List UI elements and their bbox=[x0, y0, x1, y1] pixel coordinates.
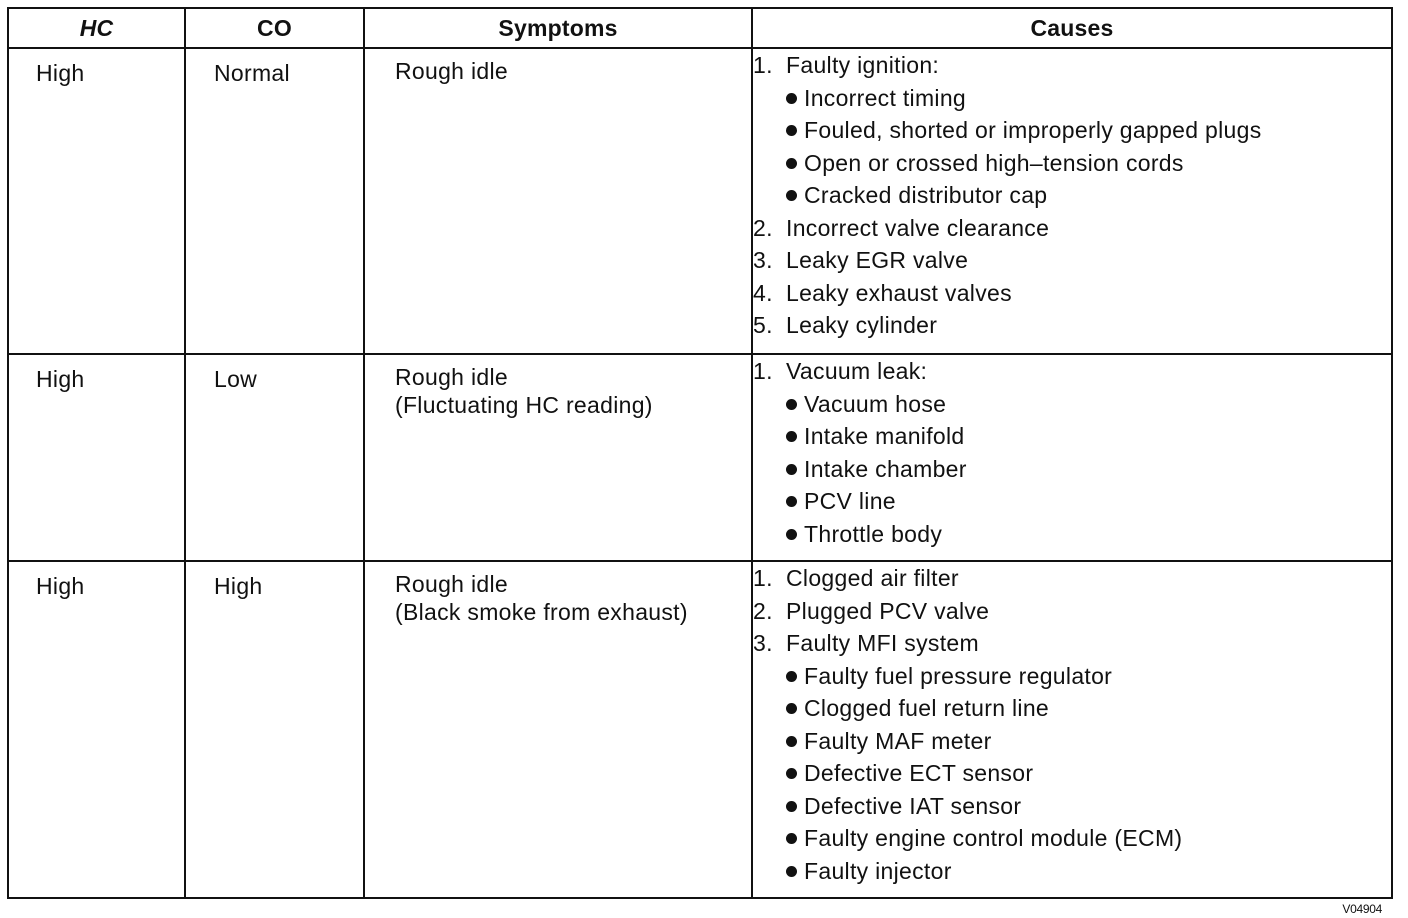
diagnosis-table bbox=[7, 7, 1393, 899]
cause-subitem bbox=[786, 790, 1391, 823]
symptom-line: Rough idle bbox=[395, 571, 508, 597]
cause-subitem bbox=[786, 420, 1391, 453]
cause-subitem bbox=[786, 518, 1391, 551]
bullet-icon bbox=[786, 768, 797, 779]
header-hc: HC bbox=[8, 8, 185, 48]
hc-cell bbox=[8, 48, 185, 354]
bullet-icon bbox=[786, 736, 797, 747]
causes-cell bbox=[752, 48, 1392, 354]
cause-number: 4. bbox=[753, 279, 773, 306]
causes-cell bbox=[752, 561, 1392, 898]
cause-subitem bbox=[786, 114, 1391, 147]
cause-subitem bbox=[786, 485, 1391, 518]
co-value: High bbox=[214, 573, 263, 599]
cause-item bbox=[753, 277, 1391, 310]
bullet-icon bbox=[786, 125, 797, 136]
bullet-icon bbox=[786, 431, 797, 442]
hc-cell bbox=[8, 561, 185, 898]
header-symptoms: Symptoms bbox=[364, 8, 752, 48]
cause-subitem-text: Faulty MAF meter bbox=[804, 727, 992, 754]
cause-number: 2. bbox=[753, 597, 773, 624]
cause-subitem-text: Incorrect timing bbox=[804, 84, 967, 111]
cause-item bbox=[753, 49, 1391, 212]
causes-cell bbox=[752, 354, 1392, 561]
co-value: Normal bbox=[214, 60, 290, 86]
cause-item bbox=[753, 355, 1391, 550]
table-row bbox=[8, 561, 1392, 898]
cause-subitem-text: Faulty engine control module (ECM) bbox=[804, 825, 1183, 851]
cause-number: 1. bbox=[753, 52, 773, 78]
cause-number: 2. bbox=[753, 214, 773, 241]
hc-value: High bbox=[36, 573, 85, 599]
cause-subitem bbox=[786, 179, 1391, 212]
table-row bbox=[8, 354, 1392, 561]
cause-subitem bbox=[786, 822, 1391, 855]
cause-subitem-text: Defective ECT sensor bbox=[804, 760, 1034, 786]
cause-item bbox=[753, 562, 1391, 595]
co-cell bbox=[185, 561, 364, 898]
bullet-icon bbox=[786, 158, 797, 169]
cause-item bbox=[753, 309, 1391, 342]
symptom-line: Rough idle bbox=[395, 58, 508, 84]
cause-number: 3. bbox=[753, 630, 773, 656]
bullet-icon bbox=[786, 529, 797, 540]
header-row bbox=[8, 8, 1392, 48]
cause-item bbox=[753, 595, 1391, 628]
cause-text: Faulty ignition: bbox=[786, 52, 940, 78]
cause-subitem-text: PCV line bbox=[804, 488, 896, 514]
hc-value: High bbox=[36, 366, 85, 392]
table-row bbox=[8, 48, 1392, 354]
bullet-icon bbox=[786, 399, 797, 410]
cause-subitem-text: Faulty fuel pressure regulator bbox=[804, 662, 1113, 689]
cause-text: Incorrect valve clearance bbox=[786, 214, 1050, 241]
cause-text: Leaky exhaust valves bbox=[786, 279, 1012, 306]
cause-subitem bbox=[786, 388, 1391, 421]
hc-cell bbox=[8, 354, 185, 561]
cause-subitem-text: Open or crossed high–tension cords bbox=[804, 149, 1184, 176]
co-value: Low bbox=[214, 366, 258, 392]
bullet-icon bbox=[786, 93, 797, 104]
bullet-icon bbox=[786, 496, 797, 507]
bullet-icon bbox=[786, 671, 797, 682]
symptom-line: (Black smoke from exhaust) bbox=[395, 599, 688, 625]
symptoms-cell bbox=[364, 354, 752, 561]
cause-subitem-text: Clogged fuel return line bbox=[804, 695, 1050, 721]
cause-text: Leaky cylinder bbox=[786, 312, 938, 338]
symptoms-cell bbox=[364, 48, 752, 354]
cause-text: Leaky EGR valve bbox=[786, 247, 969, 273]
cause-subitem bbox=[786, 453, 1391, 486]
header-causes: Causes bbox=[752, 8, 1392, 48]
cause-text: Plugged PCV valve bbox=[786, 597, 990, 624]
cause-subitem-text: Intake chamber bbox=[804, 455, 967, 482]
cause-number: 5. bbox=[753, 312, 773, 338]
co-cell bbox=[185, 354, 364, 561]
cause-subitem-text: Cracked distributor cap bbox=[804, 182, 1048, 208]
symptom-line: Rough idle bbox=[395, 364, 508, 390]
bullet-icon bbox=[786, 866, 797, 877]
cause-subitem-text: Vacuum hose bbox=[804, 390, 947, 417]
cause-text: Clogged air filter bbox=[786, 565, 959, 591]
symptoms-cell bbox=[364, 561, 752, 898]
bullet-icon bbox=[786, 833, 797, 844]
cause-subitem-text: Fouled, shorted or improperly gapped plugs bbox=[804, 117, 1262, 143]
cause-subitem bbox=[786, 660, 1391, 693]
bullet-icon bbox=[786, 703, 797, 714]
cause-item bbox=[753, 212, 1391, 245]
cause-subitem bbox=[786, 757, 1391, 790]
figure-code: V04904 bbox=[1342, 902, 1382, 916]
symptom-line: (Fluctuating HC reading) bbox=[395, 392, 653, 418]
bullet-icon bbox=[786, 190, 797, 201]
cause-number: 3. bbox=[753, 247, 773, 273]
cause-number: 1. bbox=[753, 565, 773, 591]
cause-subitem-text: Faulty injector bbox=[804, 857, 952, 884]
cause-text: Faulty MFI system bbox=[786, 630, 979, 656]
cause-item bbox=[753, 244, 1391, 277]
co-cell bbox=[185, 48, 364, 354]
cause-text: Vacuum leak: bbox=[786, 358, 928, 384]
cause-subitem bbox=[786, 855, 1391, 888]
cause-subitem bbox=[786, 82, 1391, 115]
cause-subitem-text: Intake manifold bbox=[804, 423, 965, 449]
cause-subitem bbox=[786, 692, 1391, 725]
cause-subitem bbox=[786, 725, 1391, 758]
cause-subitem-text: Throttle body bbox=[804, 520, 943, 547]
cause-subitem bbox=[786, 147, 1391, 180]
cause-item bbox=[753, 627, 1391, 887]
bullet-icon bbox=[786, 464, 797, 475]
hc-value: High bbox=[36, 60, 85, 86]
cause-number: 1. bbox=[753, 358, 773, 384]
cause-subitem-text: Defective IAT sensor bbox=[804, 792, 1022, 819]
bullet-icon bbox=[786, 801, 797, 812]
header-co: CO bbox=[185, 8, 364, 48]
